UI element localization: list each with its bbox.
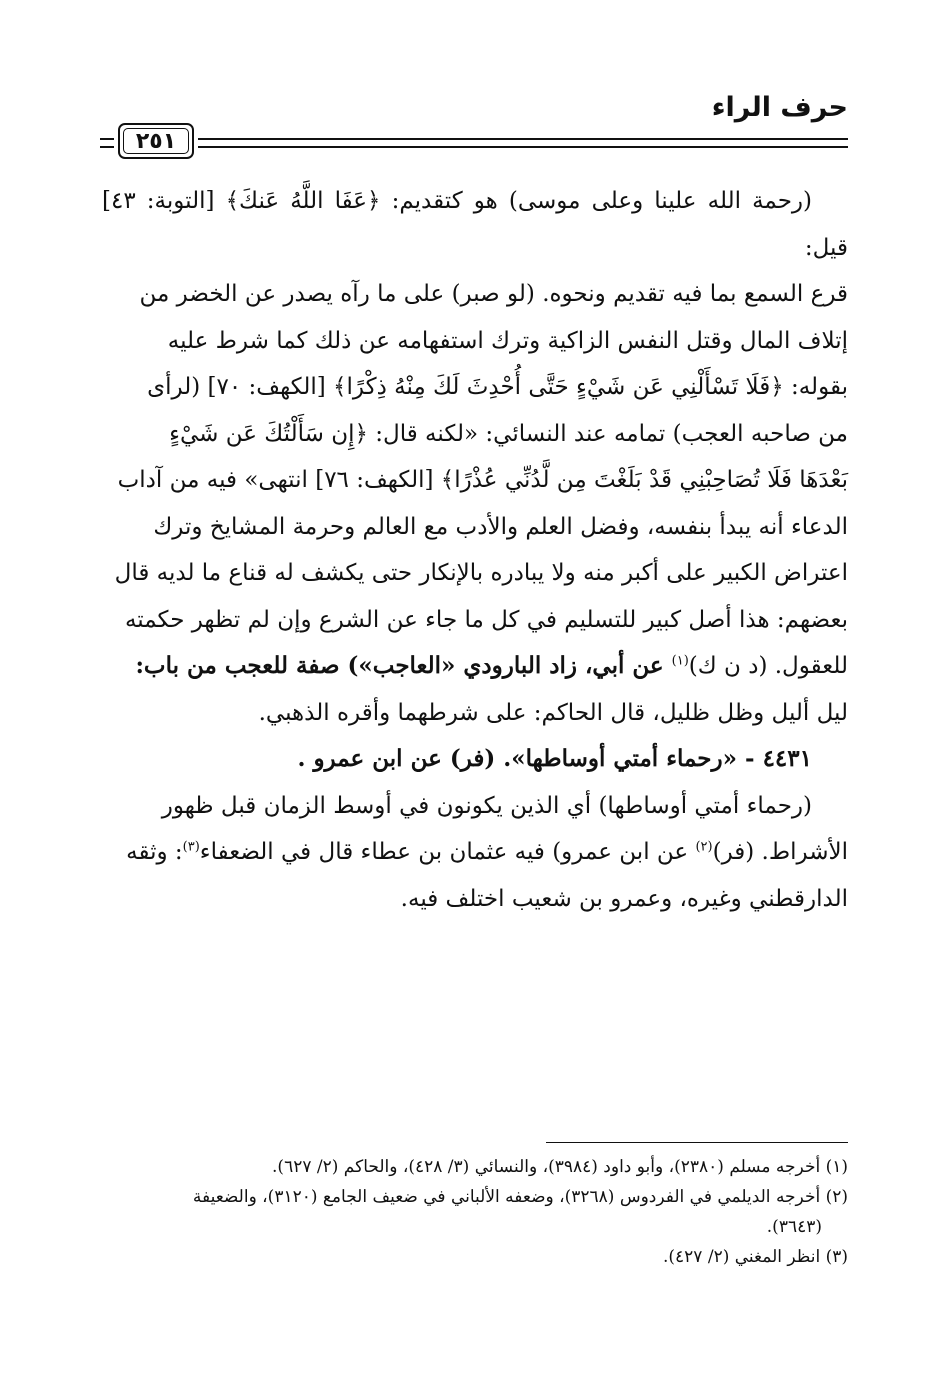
text-line: [102, 643, 848, 690]
text-line: بَعْدَهَا فَلَا تُصَاحِبْنِي قَدْ بَلَغْتَ مِن لَّدُنِّي عُذْرًا﴾ [الكهف: ٧٦] انتهى» فيه من آداب: [117, 467, 848, 493]
header-rule: [198, 138, 848, 148]
text-segment: : وثقه: [126, 839, 183, 865]
text-line: [102, 829, 848, 876]
text-line: الدارقطني وغيره، وعمرو بن شعيب اختلف فيه.: [400, 885, 848, 912]
text-line: بقوله: ﴿فَلَا تَسْأَلْنِي عَن شَيْءٍ حَتَّى أُحْدِثَ لَكَ مِنْهُ ذِكْرًا﴾ [الكهف: ٧٠] (لرأى: [147, 374, 848, 400]
footnote-1: (١) أخرجه مسلم (٢٣٨٠)، وأبو داود (٣٩٨٤)، والنسائي (٣/ ٤٢٨)، والحاكم (٢/ ٦٢٧).: [272, 1157, 848, 1177]
running-title: حرف الراء: [711, 92, 848, 123]
header-rule-left-stub: [100, 138, 114, 148]
footnote-marker: (١): [671, 653, 689, 669]
footnote-3: (٣) انظر المغني (٢/ ٤٢٧).: [662, 1247, 848, 1267]
commentary-body: [102, 178, 848, 922]
text-line: (رحماء أمتي أوساطها) أي الذين يكونون في أوسط الزمان قبل ظهور: [161, 792, 812, 819]
text-line: الدعاء أنه يبدأ بنفسه، وفضل العلم والأدب مع العالم وحرمة المشايخ وترك: [153, 513, 848, 540]
text-line: بعضهم: هذا أصل كبير للتسليم في كل ما جاء عن الشرع وإن لم تظهر حكمته: [124, 606, 848, 633]
page-number-frame: [118, 123, 194, 159]
text-line: إتلاف المال وقتل النفس الزاكية وترك استفهامه عن ذلك كما شرط عليه: [167, 327, 848, 354]
text-segment: عن أبي، زاد البارودي «العاجب») صفة للعجب من باب:: [135, 652, 672, 679]
text-segment: للعقول. (د ن ك): [688, 653, 848, 679]
text-line: ليل أليل وظل ظليل، قال الحاكم: على شرطهما وأقره الذهبي.: [258, 699, 848, 726]
text-line: قرع السمع بما فيه تقديم ونحوه. (لو صبر) على ما رآه يصدر عن الخضر من: [139, 281, 848, 307]
text-line: اعتراض الكبير على أكبر منه ولا يبادره بالإنكار حتى يكشف له قناع ما لديه قال: [114, 560, 848, 586]
text-line: (رحمة الله علينا وعلى موسى) هو كتقديم: ﴿عَفَا اللَّهُ عَنكَ﴾ [التوبة: ٤٣] قيل:: [102, 188, 848, 261]
text-segment: الأشراط. (فر): [712, 839, 848, 865]
hadith-entry: ٤٤٣١ - «رحماء أمتي أوساطها». (فر) عن ابن عمرو .: [297, 745, 812, 772]
footnote-2: (٢) أخرجه الديلمي في الفردوس (٣٢٦٨)، وضعفه الألباني في ضعيف الجامع (٣١٢٠)، والضعيفة: [192, 1187, 848, 1207]
footnote-marker: (٣): [182, 839, 200, 855]
text-segment: عن ابن عمرو) فيه عثمان بن عطاء قال في الضعفاء: [199, 839, 696, 865]
footnote-separator: [546, 1142, 848, 1143]
footnote-2-continuation: (٣٦٤٣).: [766, 1217, 822, 1237]
page-number: ٢٥١: [135, 128, 177, 154]
footnote-marker: (٢): [695, 839, 713, 855]
footnotes: [102, 1152, 848, 1272]
text-line: من صاحبه العجب) تمامه عند النسائي: «لكنه قال: ﴿إِن سَأَلْتُكَ عَن شَيْءٍ: [169, 420, 848, 447]
